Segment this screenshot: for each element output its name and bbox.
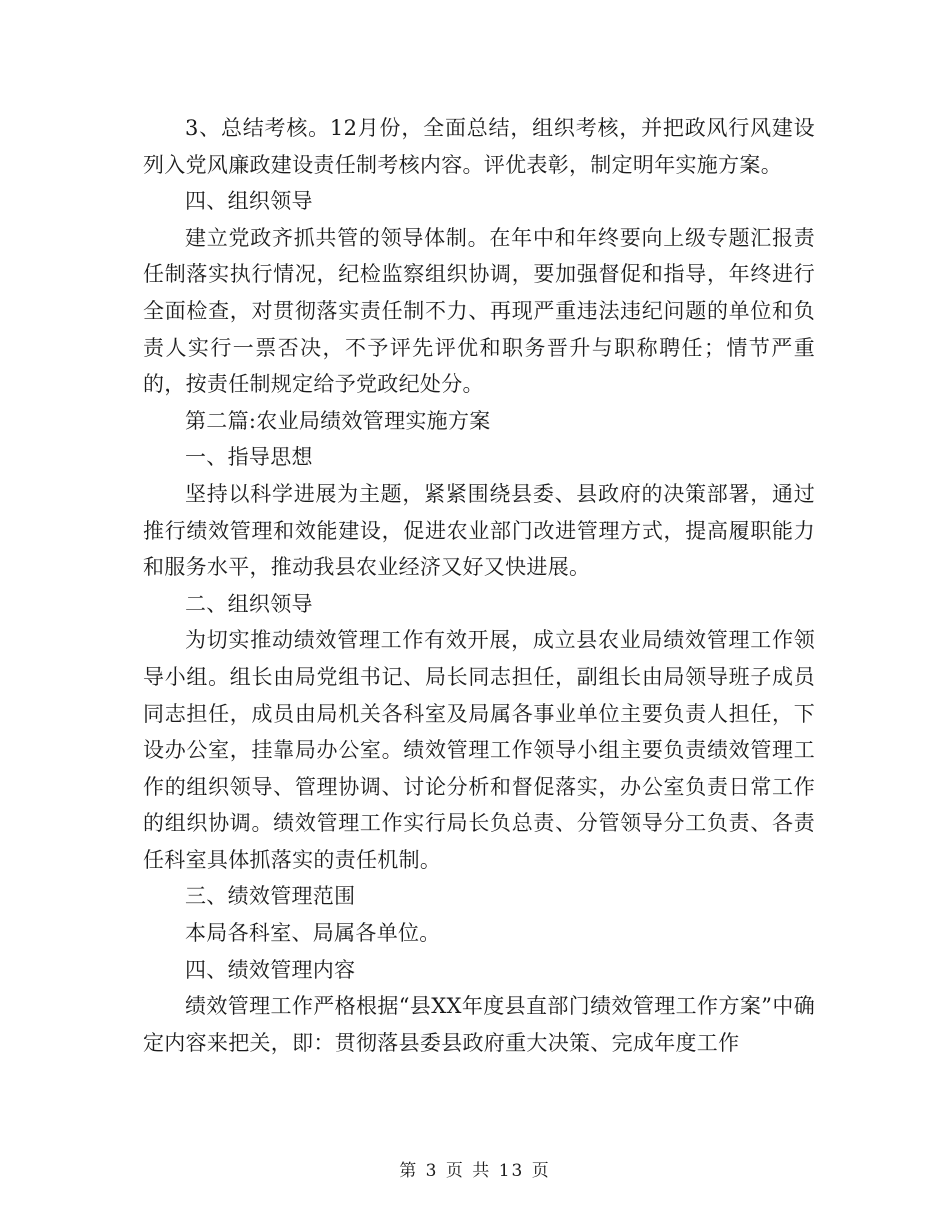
paragraph-summary-assessment: 3、总结考核。12月份，全面总结，组织考核，并把政风行风建设列入党风廉政建设责任制考核内容。评优表彰，制定明年实施方案。 (143, 116, 815, 177)
section-heading-guiding-ideology: 一、指导思想 (185, 445, 313, 470)
paragraph-leading-group: 为切实推动绩效管理工作有效开展，成立县农业局绩效管理工作领导小组。组长由局党组书记、局长同志担任，副组长由局领导班子成员同志担任，成员由局机关各科室及局属各事业单位主要负责人担任，下设办公室，挂靠局办公室。绩效管理工作领导小组主要负责绩效管理工作的组织领导、管理协调、讨论分析和督促落实，办公室负责日常工作的组织协调。绩效管理工作实行局长负总责、分管领导分工负责、各责任科室具体抓落实的责任机制。 (143, 628, 815, 872)
paragraph-guiding-ideology: 坚持以科学进展为主题，紧紧围绕县委、县政府的决策部署，通过推行绩效管理和效能建设，促进农业部门改进管理方式，提高履职能力和服务水平，推动我县农业经济又好又快进展。 (143, 481, 815, 580)
article-title-second: 第二篇:农业局绩效管理实施方案 (185, 408, 491, 433)
paragraph-leadership-system: 建立党政齐抓共管的领导体制。在年中和年终要向上级专题汇报责任制落实执行情况，纪检监察组织协调，要加强督促和指导，年终进行全面检查，对贯彻落实责任制不力、再现严重违法违纪问题的单位和负责人实行一票否决，不予评先评优和职务晋升与职称聘任；情节严重的，按责任制规定给予党政纪处分。 (143, 225, 815, 397)
paragraph-content: 绩效管理工作严格根据“县XX年度县直部门绩效管理工作方案”中确定内容来把关，即：贯彻落县委县政府重大决策、完成年度工作 (143, 994, 815, 1055)
paragraph-scope: 本局各科室、局属各单位。 (185, 921, 441, 946)
section-heading-scope: 三、绩效管理范围 (185, 884, 356, 909)
page-number-footer: 第 3 页 共 13 页 (399, 1161, 551, 1181)
section-heading-organization-leadership: 四、组织领导 (185, 189, 313, 214)
section-heading-content: 四、绩效管理内容 (185, 957, 356, 982)
document-body (143, 110, 815, 1061)
section-heading-organization-leadership-2: 二、组织领导 (185, 591, 313, 616)
